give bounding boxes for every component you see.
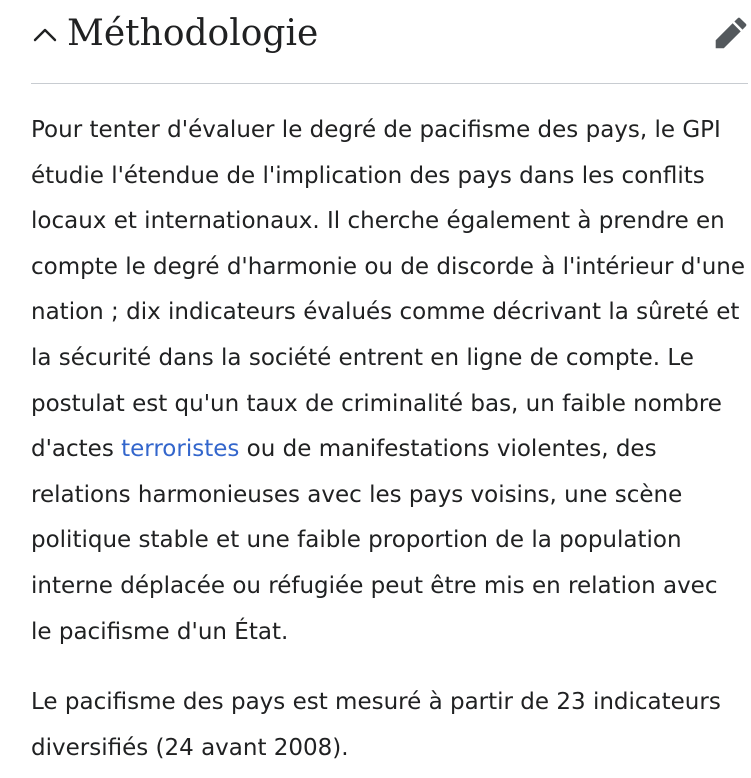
paragraph-1-text-before: Pour tenter d'évaluer le degré de pacifisme des pays, le GPI étudie l'étendue de l'implication des pays dans les conflits locaux et internationaux. Il cherche également à prendre en compte le degré d'harmonie ou de discorde à l'intérieur d'une nation ; dix indicateurs évalués comme décrivant la sûreté et la sécurité dans la société entrent en ligne de compte. Le postulat est qu'un taux de criminalité bas, un faible nombre d'actes: [31, 117, 746, 463]
section-content: [31, 108, 745, 771]
section-title: Méthodologie: [67, 13, 319, 54]
chevron-up-icon[interactable]: [31, 22, 59, 46]
paragraph-1: [31, 108, 745, 655]
link-terroristes[interactable]: terroristes: [121, 436, 240, 463]
section-header: [31, 0, 748, 84]
edit-button[interactable]: [714, 16, 748, 50]
pencil-icon: [714, 16, 748, 50]
paragraph-2: Le pacifisme des pays est mesuré à partir de 23 indicateurs diversifiés (24 avant 2008).: [31, 689, 721, 761]
paragraph-1-text-after: ou de manifestations violentes, des relations harmonieuses avec les pays voisins, une scène politique stable et une faible proportion de la population interne déplacée ou réfugiée peut être mis en relation avec le pacifisme d'un État.: [31, 436, 718, 645]
